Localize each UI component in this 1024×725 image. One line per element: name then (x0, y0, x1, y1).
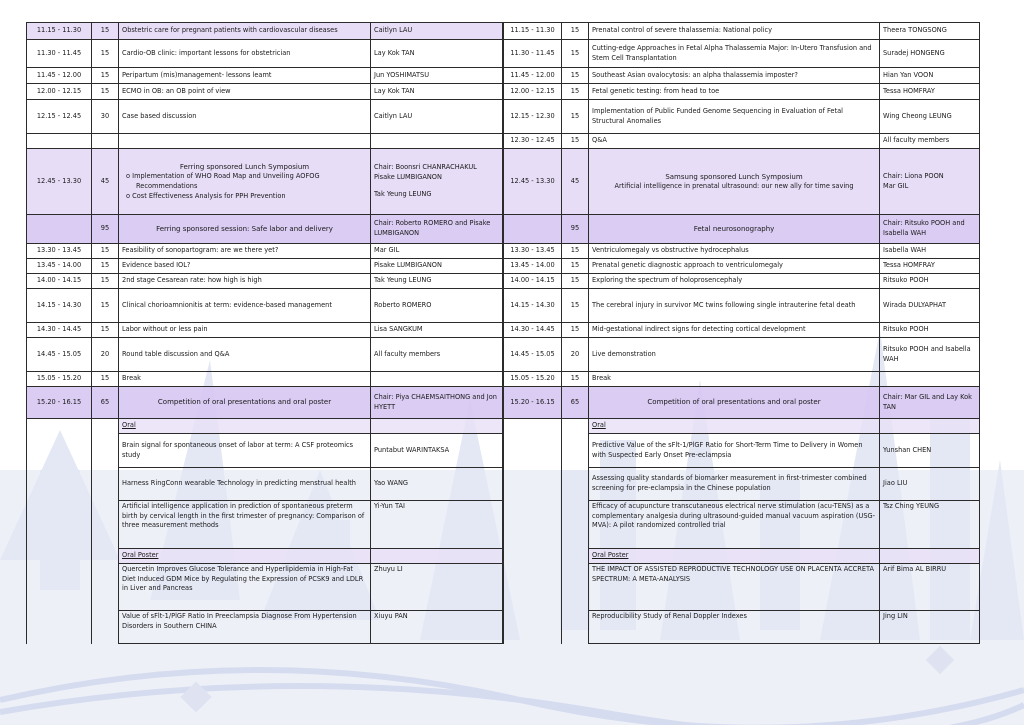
chair-line: Mar GIL (883, 181, 909, 190)
table-row (27, 564, 503, 611)
speaker-cell: Tsz Ching YEUNG (880, 501, 980, 549)
speaker-cell: Tessa HOMFRAY (880, 259, 980, 274)
speaker-cell: Caitlyn LAU (371, 23, 503, 40)
duration-cell: 95 (562, 215, 589, 244)
speaker-cell: Arif Bima AL BIRRU (880, 564, 980, 611)
speaker-cell: Suradej HONGENG (880, 40, 980, 68)
table-row (504, 40, 980, 68)
table-row (504, 23, 980, 40)
table-row (27, 84, 503, 100)
poster-label-row (27, 549, 503, 564)
table-row (27, 100, 503, 134)
duration-cell: 15 (562, 134, 589, 149)
time-cell: 15.05 - 15.20 (504, 372, 562, 387)
time-cell: 11.45 - 12.00 (27, 68, 92, 84)
competition-header-row (504, 387, 980, 419)
speaker-cell: Yi-Yun TAI (371, 501, 503, 549)
competition-title: Competition of oral presentations and oral poster (119, 387, 371, 419)
topic-cell: Prenatal genetic diagnostic approach to ventriculomegaly (589, 259, 880, 274)
speaker-cell: Roberto ROMERO (371, 289, 503, 323)
time-cell: 11.15 - 11.30 (27, 23, 92, 40)
speaker-cell: Lay Kok TAN (371, 84, 503, 100)
topic-cell: Implementation of Public Funded Genome Sequencing in Evaluation of Fetal Structural Anomalies (589, 100, 880, 134)
topic-cell: Exploring the spectrum of holoprosencephaly (589, 274, 880, 289)
speaker-cell: Jiao LIU (880, 468, 980, 501)
topic-cell: Cardio-OB clinic: important lessons for obstetrician (119, 40, 371, 68)
speaker-cell: Ritsuko POOH and Isabella WAH (880, 338, 980, 372)
topic-cell: Mid-gestational indirect signs for detecting cortical development (589, 323, 880, 338)
oral-title: Assessing quality standards of biomarker measurement in first-trimester combined screening for pre-eclampsia in the Chinese population (589, 468, 880, 501)
oral-title: Predictive Value of the sFlt-1/PlGF Ratio for Short-Term Time to Delivery in Women with Suspected Early Onset Pre-eclampsia (589, 434, 880, 468)
table-row (504, 434, 980, 468)
speaker-cell: Mar GIL (371, 244, 503, 259)
topic-cell: Prenatal control of severe thalassemia: National policy (589, 23, 880, 40)
duration-cell: 20 (562, 338, 589, 372)
duration-cell: 15 (92, 323, 119, 338)
poster-title: THE IMPACT OF ASSISTED REPRODUCTIVE TECHNOLOGY USE ON PLACENTA ACCRETA SPECTRUM: A META-ANALYSIS (589, 564, 880, 611)
time-cell: 11.45 - 12.00 (504, 68, 562, 84)
symposium-cell (119, 149, 371, 215)
time-cell (27, 134, 92, 149)
duration-cell: 65 (92, 387, 119, 419)
table-row (27, 338, 503, 372)
duration-cell: 15 (92, 68, 119, 84)
duration-cell: 15 (92, 259, 119, 274)
table-row (504, 289, 980, 323)
duration-cell: 15 (562, 84, 589, 100)
topic-cell: Obstetric care for pregnant patients with cardiovascular diseases (119, 23, 371, 40)
lunch-symposium-row (27, 149, 503, 215)
duration-cell: 15 (92, 84, 119, 100)
topic-cell: The cerebral injury in survivor MC twins following single intrauterine fetal death (589, 289, 880, 323)
speaker-cell: Lay Kok TAN (371, 40, 503, 68)
speaker-cell: Yao WANG (371, 468, 503, 501)
break-row (504, 372, 980, 387)
oral-title: Efficacy of acupuncture transcutaneous electrical nerve stimulation (acu-TENS) as a complementary analgesia during ultrasound-guided manual vacuum aspiration (USG-MVA): A pilot randomized controlled trial (589, 501, 880, 549)
speaker-cell: Lisa SANGKUM (371, 323, 503, 338)
time-cell: 15.20 - 16.15 (27, 387, 92, 419)
topic-cell: Evidence based IOL? (119, 259, 371, 274)
table-row (504, 323, 980, 338)
session-title: Ferring sponsored session: Safe labor and delivery (119, 215, 371, 244)
table-row (504, 338, 980, 372)
time-cell: 13.45 - 14.00 (504, 259, 562, 274)
poster-title: Quercetin Improves Glucose Tolerance and Hyperlipidemia in High-Fat Diet Induced GDM Mice by Regulating the Expression of PCSK9 and LDLR in Liver and Pancreas (119, 564, 371, 611)
table-row (27, 244, 503, 259)
topic-cell: Case based discussion (119, 100, 371, 134)
topic-cell (119, 134, 371, 149)
topic-cell: Q&A (589, 134, 880, 149)
time-cell: 12.30 - 12.45 (504, 134, 562, 149)
topic-cell: Peripartum (mis)management- lessons leamt (119, 68, 371, 84)
time-cell: 14.15 - 14.30 (504, 289, 562, 323)
table-row (27, 468, 503, 501)
duration-cell: 15 (562, 23, 589, 40)
time-cell: 11.15 - 11.30 (504, 23, 562, 40)
time-cell: 13.45 - 14.00 (27, 259, 92, 274)
duration-cell: 20 (92, 338, 119, 372)
duration-cell: 15 (562, 100, 589, 134)
chair-line: Chair: Boonsri CHANRACHAKUL (374, 163, 477, 172)
time-cell (504, 215, 562, 244)
table-row (27, 434, 503, 468)
poster-title: Reproducibility Study of Renal Doppler Indexes (589, 611, 880, 644)
time-cell: 14.30 - 14.45 (27, 323, 92, 338)
duration-cell: 15 (92, 40, 119, 68)
time-cell: 14.45 - 15.05 (504, 338, 562, 372)
time-cell: 13.30 - 13.45 (504, 244, 562, 259)
symposium-title: Samsung sponsored Lunch Symposium (665, 172, 803, 181)
break-row (27, 372, 503, 387)
speaker-cell (880, 419, 980, 434)
speaker-cell: Puntabut WARINTAKSA (371, 434, 503, 468)
topic-cell: ECMO in OB: an OB point of view (119, 84, 371, 100)
table-row (27, 274, 503, 289)
duration-cell: 15 (562, 40, 589, 68)
speaker-cell: Ritsuko POOH (880, 274, 980, 289)
table-row (504, 468, 980, 501)
left-schedule-table (26, 22, 503, 644)
chair-line: Tak Yeung LEUNG (374, 190, 432, 199)
speaker-cell: Yunshan CHEN (880, 434, 980, 468)
chair-cell (880, 149, 980, 215)
time-cell: 15.20 - 16.15 (504, 387, 562, 419)
speaker-cell (371, 549, 503, 564)
topic-cell: Live demonstration (589, 338, 880, 372)
speaker-cell: All faculty members (880, 134, 980, 149)
time-cell: 14.00 - 14.15 (504, 274, 562, 289)
session-header-row (504, 215, 980, 244)
duration-cell: 15 (562, 274, 589, 289)
table-row (27, 134, 503, 149)
table-row (27, 611, 503, 644)
topic-cell: Feasibility of sonopartogram: are we there yet? (119, 244, 371, 259)
table-row (504, 84, 980, 100)
competition-title: Competition of oral presentations and oral poster (589, 387, 880, 419)
speaker-cell: Pisake LUMBIGANON (371, 259, 503, 274)
table-row (504, 68, 980, 84)
poster-title: Value of sFlt-1/PlGF Ratio In Preeclampsia Diagnose From Hypertension Disorders in Southern CHINA (119, 611, 371, 644)
poster-label: Oral Poster (119, 549, 371, 564)
speaker-cell: Jing LIN (880, 611, 980, 644)
symposium-cell (589, 149, 880, 215)
chair-cell (371, 149, 503, 215)
time-cell: 12.00 - 12.15 (27, 84, 92, 100)
table-row (27, 501, 503, 549)
symposium-title: Ferring sponsored Lunch Symposium (179, 162, 310, 171)
session-title: Fetal neurosonography (589, 215, 880, 244)
symposium-item: Artificial intelligence in prenatal ultrasound: our new ally for time saving (614, 181, 854, 190)
oral-title: Brain signal for spontaneous onset of labor at term: A CSF proteomics study (119, 434, 371, 468)
speaker-cell (880, 549, 980, 564)
duration-cell: 15 (562, 68, 589, 84)
topic-cell: Break (589, 372, 880, 387)
speaker-cell: Jun YOSHIMATSU (371, 68, 503, 84)
speaker-cell: Wing Cheong LEUNG (880, 100, 980, 134)
speaker-cell: Tak Yeung LEUNG (371, 274, 503, 289)
competition-header-row (27, 387, 503, 419)
time-cell: 11.30 - 11.45 (504, 40, 562, 68)
duration-cell: 15 (562, 323, 589, 338)
time-cell: 11.30 - 11.45 (27, 40, 92, 68)
duration-cell: 45 (92, 149, 119, 215)
duration-cell: 65 (562, 387, 589, 419)
oral-label-row (504, 419, 980, 434)
table-row (504, 564, 980, 611)
time-cell: 14.00 - 14.15 (27, 274, 92, 289)
table-row (504, 501, 980, 549)
speaker-cell (371, 372, 503, 387)
time-cell: 14.45 - 15.05 (27, 338, 92, 372)
speaker-cell (371, 134, 503, 149)
time-cell: 12.15 - 12.45 (27, 100, 92, 134)
topic-cell: Cutting-edge Approaches in Fetal Alpha Thalassemia Major: In-Utero Transfusion and Stem Cell Transplantation (589, 40, 880, 68)
table-row (27, 323, 503, 338)
table-row (27, 40, 503, 68)
oral-title: Artificial intelligence application in prediction of spontaneous preterm birth by cervical length in the first trimester of pregnancy: Comparison of three measurement methods (119, 501, 371, 549)
time-cell: 12.00 - 12.15 (504, 84, 562, 100)
lunch-symposium-row (504, 149, 980, 215)
spacer (374, 182, 499, 190)
table-row (504, 244, 980, 259)
chair-cell: Chair: Piya CHAEMSAITHONG and Jon HYETT (371, 387, 503, 419)
speaker-cell (371, 419, 503, 434)
time-cell: 12.15 - 12.30 (504, 100, 562, 134)
table-row (27, 68, 503, 84)
table-row (504, 611, 980, 644)
duration-cell: 15 (92, 23, 119, 40)
session-header-row (27, 215, 503, 244)
speaker-cell: Isabella WAH (880, 244, 980, 259)
time-cell: 12.45 - 13.30 (27, 149, 92, 215)
time-cell: 13.30 - 13.45 (27, 244, 92, 259)
speaker-cell: Hian Yan VOON (880, 68, 980, 84)
oral-label-row (27, 419, 503, 434)
duration-cell: 15 (92, 274, 119, 289)
oral-label: Oral (589, 419, 880, 434)
duration-cell: 15 (562, 244, 589, 259)
topic-cell: Southeast Asian ovalocytosis: an alpha thalassemia imposter? (589, 68, 880, 84)
chair-cell: Chair: Ritsuko POOH and Isabella WAH (880, 215, 980, 244)
duration-cell (92, 134, 119, 149)
poster-label: Oral Poster (589, 549, 880, 564)
table-row (504, 274, 980, 289)
topic-cell: Labor without or less pain (119, 323, 371, 338)
table-row (504, 134, 980, 149)
oral-title: Harness RingConn wearable Technology in predicting menstrual health (119, 468, 371, 501)
topic-cell: Fetal genetic testing: from head to toe (589, 84, 880, 100)
table-row (27, 259, 503, 274)
topic-cell: Clinical chorioamnionitis at term: evidence-based management (119, 289, 371, 323)
speaker-cell: Ritsuko POOH (880, 323, 980, 338)
right-schedule-table (503, 22, 980, 644)
time-cell: 14.15 - 14.30 (27, 289, 92, 323)
chair-cell: Chair: Mar GIL and Lay Kok TAN (880, 387, 980, 419)
symposium-item: Recommendations (136, 182, 198, 190)
time-cell: 14.30 - 14.45 (504, 323, 562, 338)
table-row (27, 289, 503, 323)
topic-cell: 2nd stage Cesarean rate: how high is high (119, 274, 371, 289)
time-cell: 12.45 - 13.30 (504, 149, 562, 215)
speaker-cell: Xiuyu PAN (371, 611, 503, 644)
chair-cell: Chair: Roberto ROMERO and Pisake LUMBIGANON (371, 215, 503, 244)
time-cell: 15.05 - 15.20 (27, 372, 92, 387)
speaker-cell: Zhuyu LI (371, 564, 503, 611)
table-row (504, 259, 980, 274)
speaker-cell: Theera TONGSONG (880, 23, 980, 40)
poster-label-row (504, 549, 980, 564)
chair-line: Chair: Liona POON (883, 171, 944, 180)
symposium-item: o Implementation of WHO Road Map and Unveiling AOFOG (126, 172, 320, 181)
topic-cell: Break (119, 372, 371, 387)
duration-cell: 45 (562, 149, 589, 215)
topic-cell: Round table discussion and Q&A (119, 338, 371, 372)
duration-cell: 15 (92, 372, 119, 387)
table-row (504, 100, 980, 134)
time-cell (27, 215, 92, 244)
duration-cell: 15 (562, 259, 589, 274)
topic-cell: Ventriculomegaly vs obstructive hydrocephalus (589, 244, 880, 259)
duration-cell: 30 (92, 100, 119, 134)
duration-cell: 15 (92, 244, 119, 259)
duration-cell: 15 (562, 372, 589, 387)
speaker-cell: Tessa HOMFRAY (880, 84, 980, 100)
oral-label: Oral (119, 419, 371, 434)
speaker-cell (880, 372, 980, 387)
duration-cell: 15 (92, 289, 119, 323)
speaker-cell: All faculty members (371, 338, 503, 372)
chair-line: Pisake LUMBIGANON (374, 172, 442, 181)
speaker-cell: Wirada DULYAPHAT (880, 289, 980, 323)
duration-cell: 95 (92, 215, 119, 244)
symposium-item: o Cost Effectiveness Analysis for PPH Prevention (126, 191, 286, 200)
table-row (27, 23, 503, 40)
speaker-cell: Caitlyn LAU (371, 100, 503, 134)
duration-cell: 15 (562, 289, 589, 323)
